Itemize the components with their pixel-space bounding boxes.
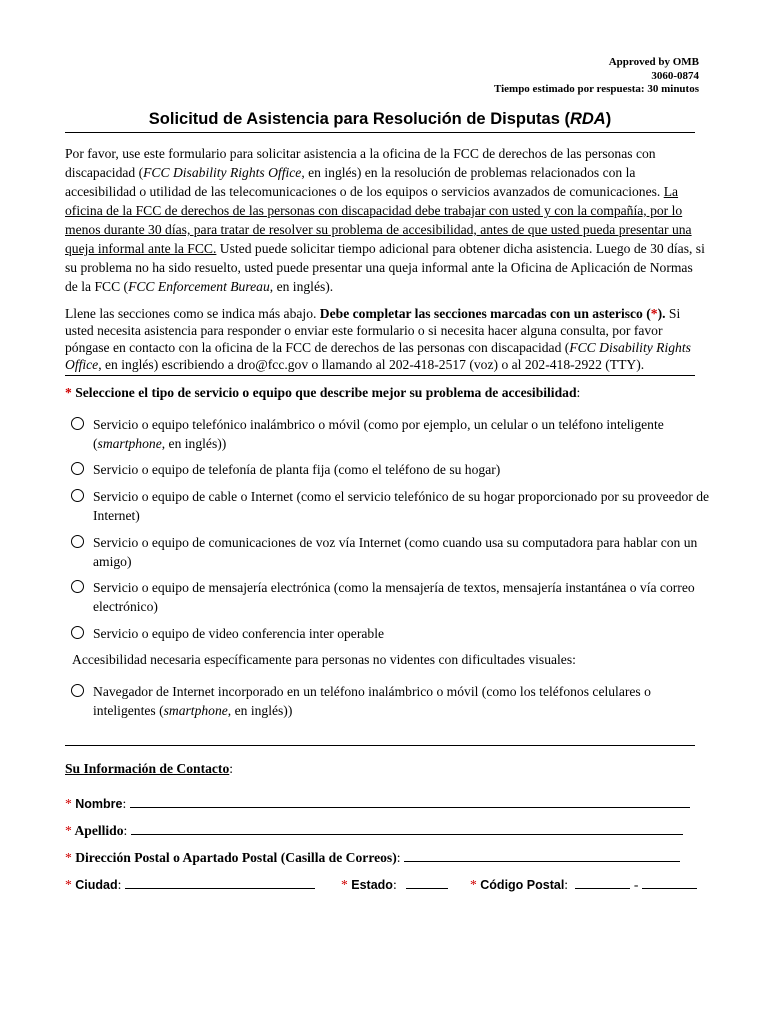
- radio-option-wireless[interactable]: [71, 415, 711, 453]
- zip-extension-input[interactable]: [642, 876, 697, 889]
- asterisk: *: [65, 850, 72, 865]
- service-question: [65, 385, 705, 401]
- title-rule: [65, 132, 695, 133]
- radio-button[interactable]: [71, 580, 84, 593]
- form-title: [65, 110, 695, 129]
- intro-text: , en inglés).: [269, 279, 334, 294]
- city-label: Ciudad: [71, 878, 118, 892]
- option-text: , en inglés)): [227, 703, 293, 718]
- colon: :: [564, 877, 569, 892]
- radio-button[interactable]: [71, 626, 84, 639]
- zip-input[interactable]: [575, 876, 630, 889]
- option-label: Servicio o equipo de telefonía de planta fija (como el teléfono de su hogar): [93, 462, 501, 477]
- first-name-row: [65, 795, 690, 812]
- asterisk: *: [65, 877, 72, 892]
- form-title-abbr: RDA: [569, 110, 606, 128]
- section-rule: [65, 375, 695, 376]
- radio-button[interactable]: [71, 684, 84, 697]
- address-row: [65, 849, 680, 866]
- office-name: FCC Disability Rights Office: [65, 340, 691, 372]
- option-label: Servicio o equipo de cable o Internet (como el servicio telefónico de su hogar proporcionado por su proveedor de Internet): [93, 489, 710, 523]
- asterisk: *: [341, 877, 348, 892]
- form-title-text: Solicitud de Asistencia para Resolución de Disputas (: [148, 110, 570, 128]
- blind-accessibility-note: Accesibilidad necesaria específicamente para personas no videntes con dificultades visuales:: [72, 652, 576, 667]
- state-input[interactable]: [406, 876, 448, 889]
- radio-option-cable-internet[interactable]: [71, 487, 711, 525]
- option-italic: smartphone: [163, 703, 228, 718]
- intro-paragraph-1: [65, 144, 705, 296]
- radio-option-video-conference[interactable]: [71, 624, 711, 643]
- city-row: [65, 876, 315, 893]
- asterisk: *: [650, 306, 658, 321]
- contact-heading: [65, 761, 233, 777]
- intro-underlined: La oficina de la FCC de derechos de las personas con discapacidad debe trabajar con usted y con la compañía, por lo menos durante 30 días, para tratar de resolver su problema de accesibilidad, antes de que usted pueda presentar una queja informal ante la FCC.: [65, 184, 692, 256]
- intro-text: Llene las secciones como se indica más abajo.: [65, 306, 320, 321]
- omb-number: 3060-0874: [651, 69, 699, 82]
- colon: :: [123, 823, 128, 838]
- asterisk: *: [470, 877, 477, 892]
- zip-row: [470, 876, 697, 893]
- state-row: [341, 876, 448, 893]
- option-label: Servicio o equipo de mensajería electrónica (como la mensajería de textos, mensajería instantánea o vía correo electrónico): [93, 580, 695, 614]
- colon: :: [117, 877, 122, 892]
- contact-rule: [65, 745, 695, 746]
- asterisk: *: [65, 823, 72, 838]
- option-label: [93, 415, 711, 453]
- required-note-end: ).: [657, 306, 666, 321]
- required-note: Debe completar las secciones marcadas con un asterisco (: [319, 306, 651, 321]
- intro-paragraph-2: [65, 305, 705, 373]
- radio-button[interactable]: [71, 417, 84, 430]
- colon: :: [122, 796, 127, 811]
- office-name: FCC Disability Rights Office: [143, 165, 302, 180]
- radio-button[interactable]: [71, 535, 84, 548]
- last-name-label: Apellido: [71, 823, 124, 838]
- intro-text: Por favor, use este formulario para solicitar asistencia a la oficina de la FCC de derechos de las personas con discapacidad (: [65, 146, 656, 180]
- intro-text: Usted puede solicitar tiempo adicional para obtener dicha asistencia. Luego de 30 días, si su problema no ha sido resuelto, usted puede presentar una queja informal ante la Oficina de Aplicación de Normas de la FCC (: [65, 241, 705, 294]
- intro-text: , en inglés) escribiendo a dro@fcc.gov o llamando al 202-418-2517 (voz) o al 202-418-2922 (TTY).: [98, 357, 645, 372]
- contact-heading-text: Su Información de Contacto: [65, 761, 230, 776]
- option-italic: smartphone: [97, 436, 162, 451]
- asterisk: *: [65, 796, 72, 811]
- radio-option-voip[interactable]: [71, 533, 711, 571]
- option-text: Navegador de Internet incorporado en un teléfono inalámbrico o móvil (como los teléfonos celulares o inteligentes (: [93, 684, 651, 718]
- intro-text: , en inglés) en la resolución de problemas relacionados con la accesibilidad o utilidad de las telecomunicaciones o de los equipos o servicios avanzados de comunicaciones.: [65, 165, 664, 199]
- address-label: Dirección Postal o Apartado Postal (Casilla de Correos): [71, 850, 397, 865]
- question-colon: :: [576, 385, 581, 400]
- intro-text: Si usted necesita asistencia para responder o enviar este formulario o si necesita hacer alguna consulta, por favor póngase en contacto con la oficina de la FCC de derechos de las personas con discapacidad (: [65, 306, 681, 355]
- city-input[interactable]: [125, 876, 315, 889]
- last-name-input[interactable]: [131, 822, 683, 835]
- estimated-time: Tiempo estimado por respuesta: 30 minutos: [493, 83, 699, 95]
- contact-heading-colon: :: [229, 761, 234, 776]
- omb-header: [494, 56, 699, 97]
- bureau-name: FCC Enforcement Bureau: [128, 279, 270, 294]
- radio-option-web-browser[interactable]: [71, 682, 711, 720]
- last-name-row: [65, 822, 683, 839]
- zip-dash: -: [633, 877, 639, 892]
- option-label: [93, 682, 711, 720]
- zip-label: Código Postal: [476, 878, 565, 892]
- radio-button[interactable]: [71, 462, 84, 475]
- form-title-close: ): [605, 110, 612, 128]
- first-name-input[interactable]: [130, 795, 690, 808]
- radio-button[interactable]: [71, 489, 84, 502]
- colon: :: [392, 877, 397, 892]
- option-label: Servicio o equipo de video conferencia inter operable: [93, 626, 385, 641]
- radio-option-landline[interactable]: [71, 460, 711, 479]
- option-text: Servicio o equipo telefónico inalámbrico o móvil (como por ejemplo, un celular o un teléfono inteligente (: [93, 417, 664, 451]
- option-label: Servicio o equipo de comunicaciones de voz vía Internet (como cuando usa su computadora para hablar con un amigo): [93, 535, 698, 569]
- option-text: , en inglés)): [161, 436, 227, 451]
- asterisk: *: [65, 385, 72, 400]
- colon: :: [396, 850, 401, 865]
- question-label: Seleccione el tipo de servicio o equipo que describe mejor su problema de accesibilidad: [71, 385, 577, 400]
- radio-option-messaging[interactable]: [71, 578, 711, 616]
- address-input[interactable]: [404, 849, 680, 862]
- omb-approved: Approved by OMB: [608, 56, 699, 68]
- first-name-label: Nombre: [71, 797, 123, 811]
- state-label: Estado: [347, 878, 393, 892]
